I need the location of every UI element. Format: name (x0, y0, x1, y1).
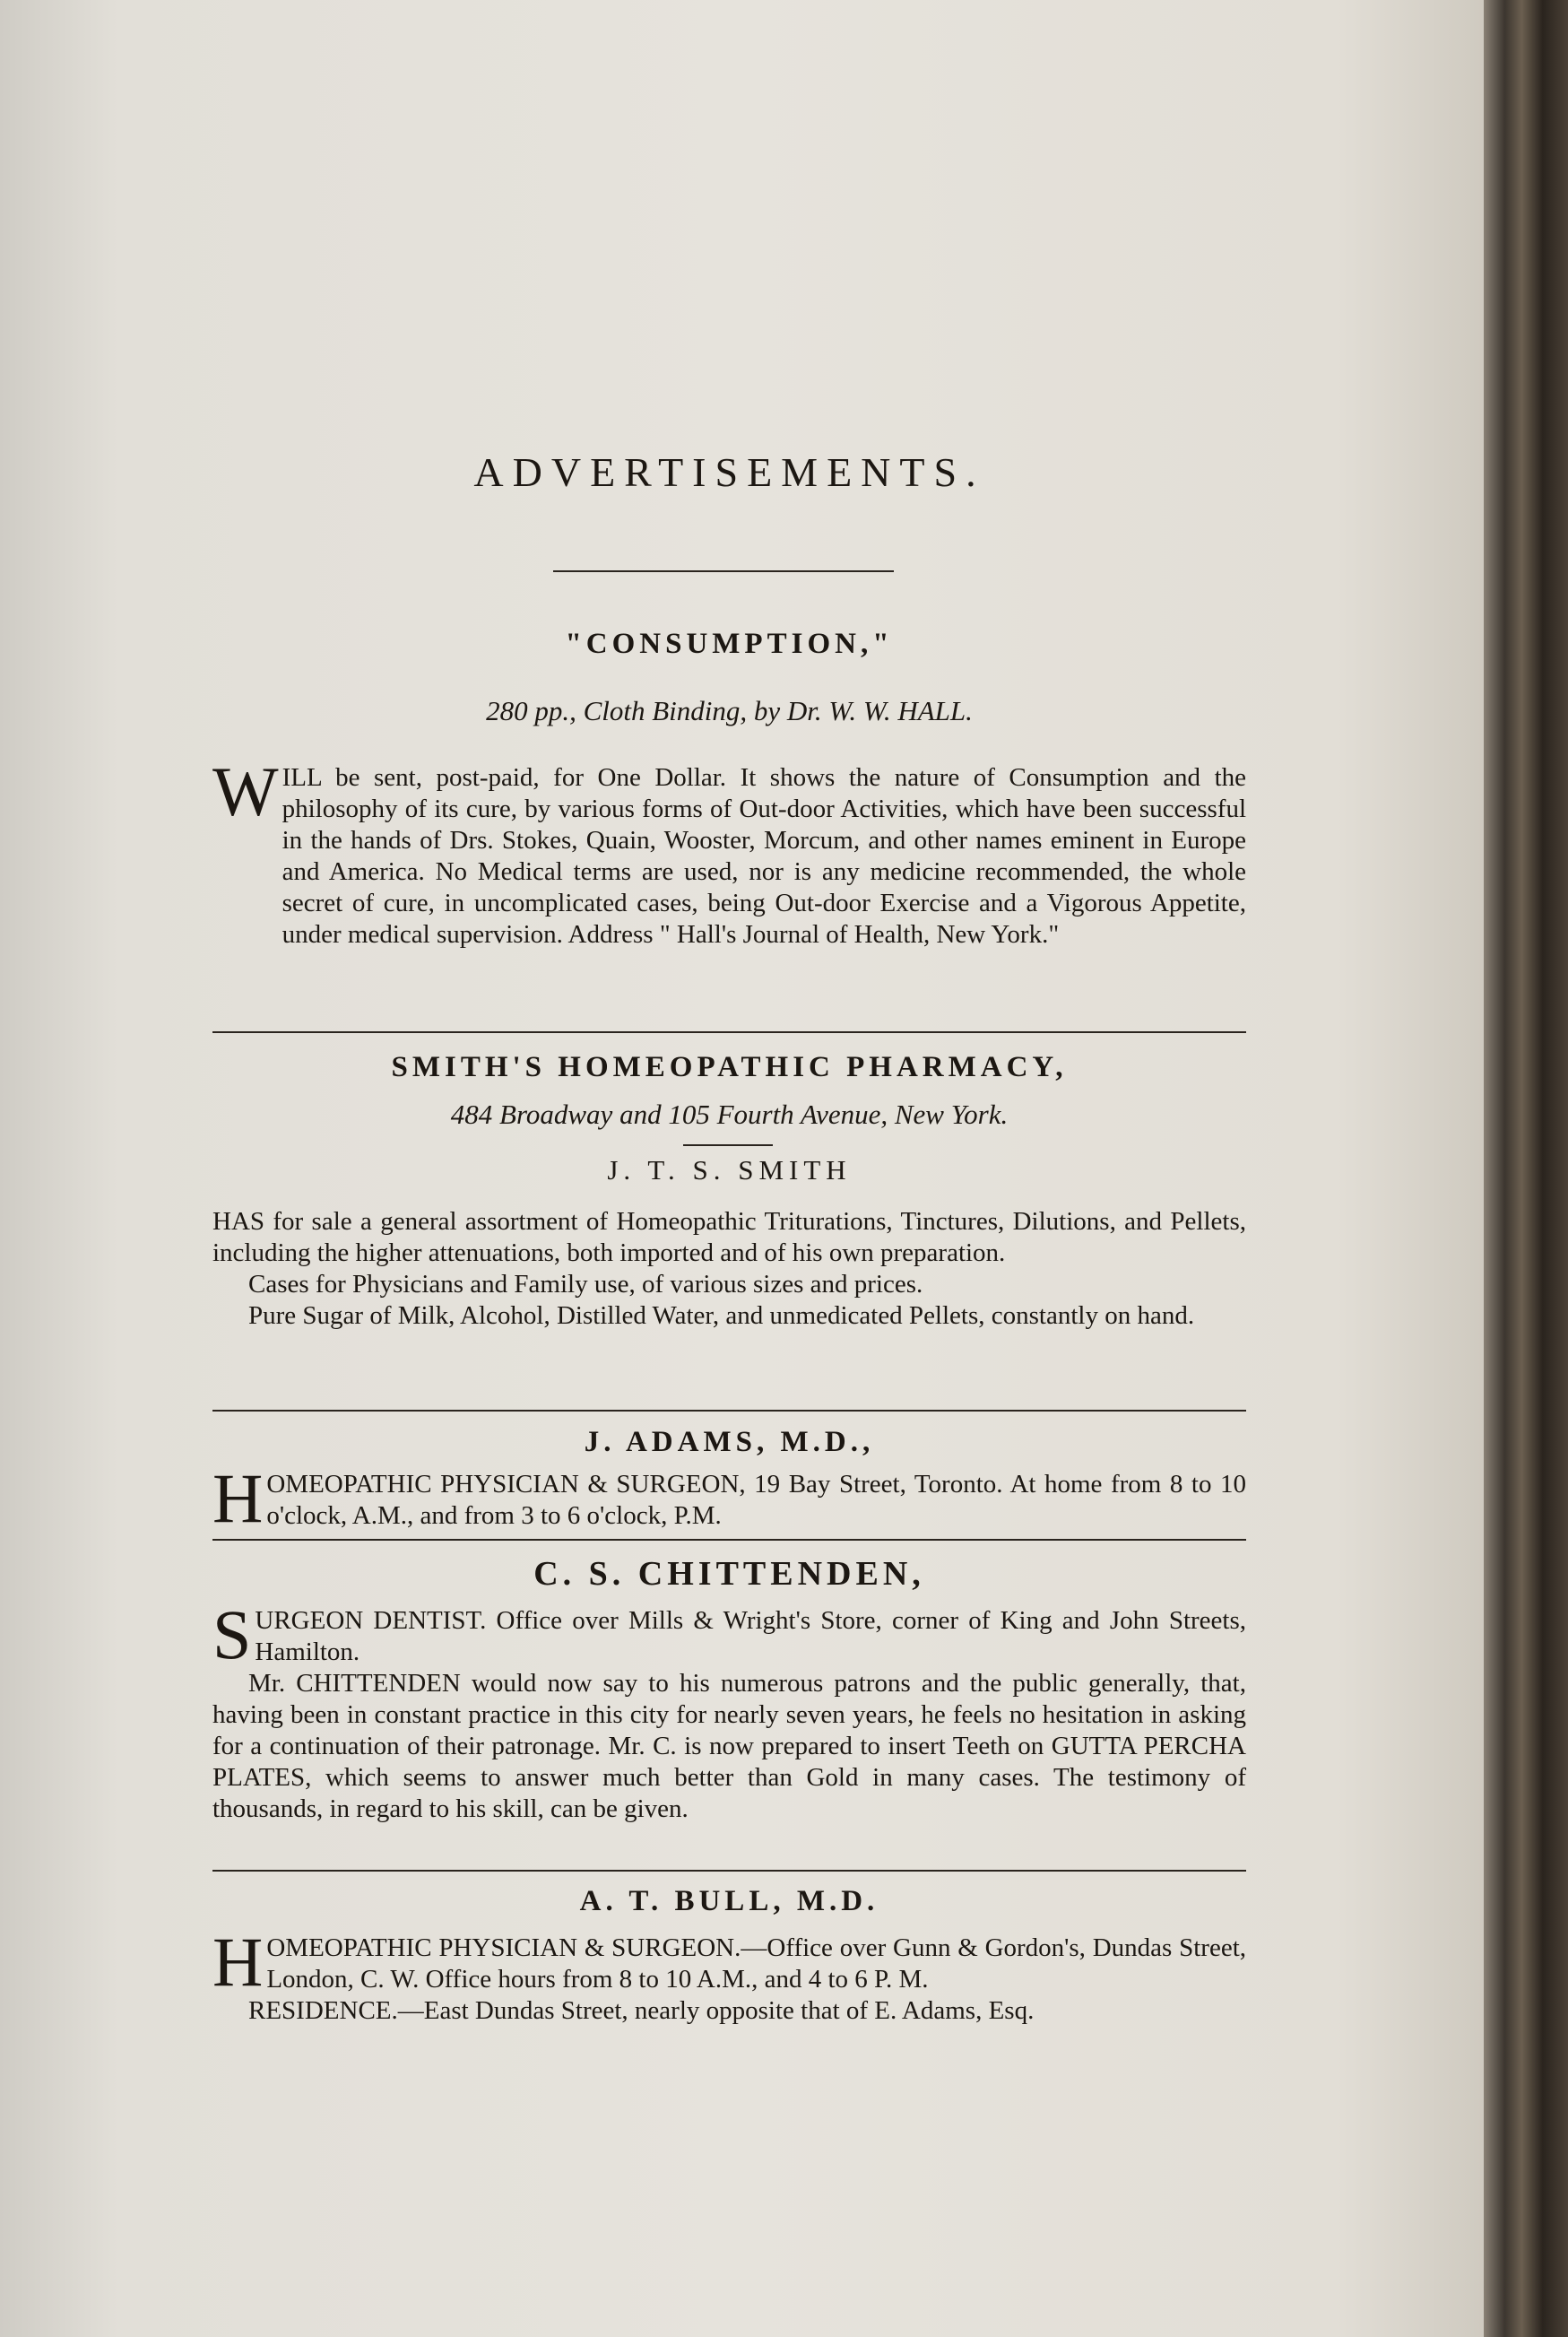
divider-2 (212, 1410, 1246, 1412)
ad-pharmacy-subtitle: 484 Broadway and 105 Fourth Avenue, New York. (450, 1099, 1009, 1130)
ad-consumption-title: "CONSUMPTION," (565, 628, 894, 660)
ad-pharmacy-proprietor: J. T. S. SMITH (607, 1154, 852, 1186)
ad-bull-paragraph-1: OMEOPATHIC PHYSICIAN & SURGEON.—Office over Gunn & Gordon's, Dundas Street, London, C. W. Office hours from 8 to 10 A.M., and 4 to 6 P. M. (266, 1933, 1246, 1994)
ad-adams-paragraph: OMEOPATHIC PHYSICIAN & SURGEON, 19 Bay Street, Toronto. At home from 8 to 10 o'clock, A.M., and from 3 to 6 o'clock, P.M. (266, 1470, 1246, 1530)
ad-consumption-paragraph: ILL be sent, post-paid, for One Dollar. It shows the nature of Consumption and the philosophy of its cure, by various forms of Out-door Activities, which have been successful in the hands of Drs. Stokes, Quain, Wooster, Morcum, and other names eminent in Europe and America. No Medical terms are used, nor is any medicine recommended, the whole secret of cure, in uncomplicated cases, being Out-door Exercise and a Vigorous Appetite, under medical supervision. Address " Hall's Journal of Health, New York." (282, 763, 1246, 949)
ad-chittenden-paragraph-1: URGEON DENTIST. Office over Mills & Wright's Store, corner of King and John Streets, Hamilton. (255, 1606, 1246, 1666)
divider-3 (212, 1539, 1246, 1541)
ad-consumption-subtitle: 280 pp., Cloth Binding, by Dr. W. W. HALL. (486, 695, 973, 726)
ad-pharmacy-title: SMITH'S HOMEOPATHIC PHARMACY, (391, 1051, 1068, 1083)
ad-consumption-dropcap: W (212, 752, 279, 830)
ad-adams-dropcap: H (212, 1459, 264, 1537)
book-spine-edge (1484, 0, 1568, 2337)
ad-pharmacy-paragraph-2: Cases for Physicians and Family use, of various sizes and prices. (248, 1270, 923, 1299)
ad-pharmacy-paragraph-1: HAS for sale a general assortment of Homeopathic Triturations, Tinctures, Dilutions, and Pellets, including the higher attenuations, both imported and of his own preparation. (212, 1207, 1246, 1267)
ad-bull-dropcap: H (212, 1923, 264, 2001)
ad-pharmacy-paragraph-3: Pure Sugar of Milk, Alcohol, Distilled Water, and unmedicated Pellets, constantly on hand. (248, 1301, 1195, 1330)
ad-chittenden-paragraph-2: Mr. CHITTENDEN would now say to his numerous patrons and the public generally, that, having been in constant practice in this city for nearly seven years, he feels no hesitation in asking for a continuation of their patronage. Mr. C. is now prepared to insert Teeth on GUTTA PERCHA PLATES, which seems to answer much better than Gold in many cases. The testimony of thousands, in regard to his skill, can be given. (212, 1669, 1246, 1823)
page-title: ADVERTISEMENTS. (473, 449, 985, 495)
ad-pharmacy-body (212, 1206, 1246, 1332)
pharmacy-rule (683, 1144, 773, 1146)
ad-adams-body (212, 1459, 1246, 1537)
ad-chittenden-body (212, 1595, 1246, 1825)
divider-1 (212, 1031, 1246, 1033)
title-rule (553, 570, 894, 572)
ad-adams-title: J. ADAMS, M.D., (584, 1426, 875, 1458)
ad-bull-body (212, 1923, 1246, 2027)
ad-chittenden-title: C. S. CHITTENDEN, (533, 1555, 925, 1593)
ad-bull-paragraph-2: RESIDENCE.—East Dundas Street, nearly opposite that of E. Adams, Esq. (248, 1996, 1035, 2025)
ad-chittenden-dropcap: S (212, 1595, 252, 1673)
divider-4 (212, 1870, 1246, 1872)
ad-bull-title: A. T. BULL, M.D. (579, 1885, 879, 1917)
ad-consumption-body (212, 752, 1246, 951)
